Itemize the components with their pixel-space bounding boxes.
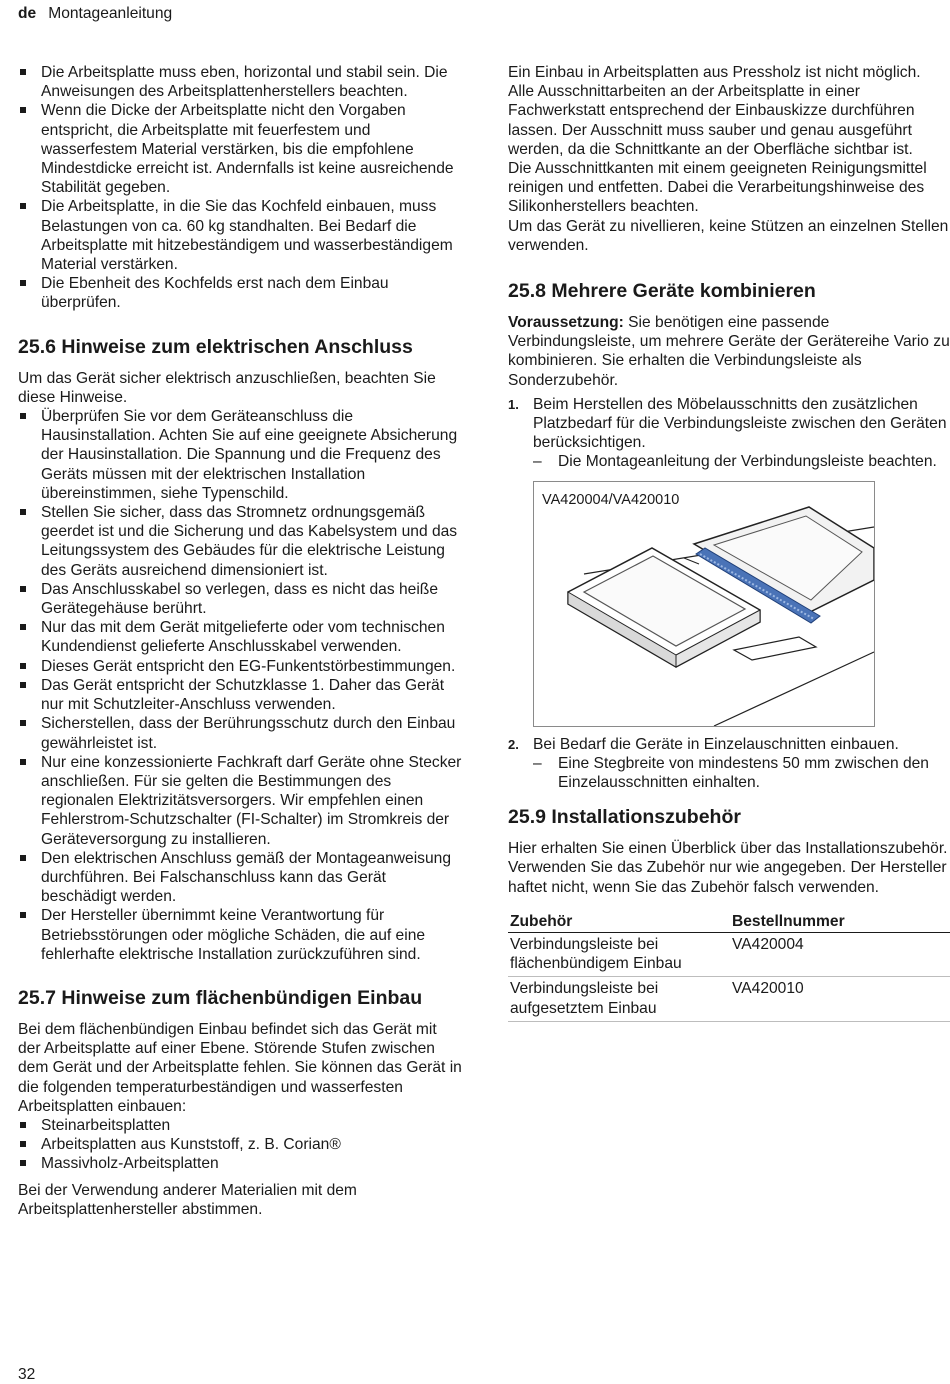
list-item: Überprüfen Sie vor dem Geräteanschluss die Hausinstallation. Achten Sie auf eine geeignete Absicherung der Hausinstallation. Die Spannung und die Frequenz des Geräts müssen mit der elektrischen Installation übereinstimmen, siehe Typenschild. — [18, 407, 463, 503]
table-header-row — [508, 911, 950, 933]
section-heading-electrical: 25.6 Hinweise zum elektrischen Anschluss — [18, 335, 413, 358]
section-outro: Bei der Verwendung anderer Materialien mit dem Arbeitsplattenhersteller abstimmen. — [18, 1181, 357, 1218]
step-1 — [508, 395, 950, 453]
figure-label: VA420004/VA420010 — [542, 491, 680, 508]
list-item: Den elektrischen Anschluss gemäß der Montageanweisung durchführen. Bei Falschanschluss kann das Gerät beschädigt werden. — [18, 849, 463, 907]
dash: – — [533, 754, 542, 772]
right-column — [508, 63, 950, 1022]
paragraph: Alle Ausschnittarbeiten an der Arbeitsplatte in einer Fachwerkstatt entsprechend der Einbauskizze durchführen lassen. Der Ausschnitt muss sauber und genau ausgeführt werden, da die Schnittkante an der Oberfläche sichtbar ist. — [508, 83, 915, 158]
table-cell: VA420010 — [730, 977, 950, 1021]
page-number: 32 — [18, 1366, 36, 1383]
countertop-requirements-list — [18, 63, 463, 313]
table-row — [508, 933, 950, 977]
electrical-notes-list — [18, 407, 463, 964]
list-item: Steinarbeitsplatten — [18, 1116, 463, 1135]
step-number: 1. — [508, 396, 519, 412]
paragraph: Verwenden Sie das Zubehör nur wie angegeben. Der Hersteller haftet nicht, wenn Sie das Zubehör falsch verwenden. — [508, 859, 947, 896]
prerequisite-text: Sie benötigen eine passende Verbindungsleiste, um mehrere Geräte der Gerätereihe Vario zu kombinieren. Sie erhalten die Verbindungsleiste als Sonderzubehör. — [508, 314, 950, 389]
table-cell: Verbindungsleiste bei aufgesetztem Einbau — [508, 977, 730, 1021]
section-intro: Bei dem flächenbündigen Einbau befindet sich das Gerät mit der Arbeitsplatte auf einer Ebene. Störende Stufen zwischen dem Gerät und der Arbeitsplatte fehlen. Sie können das Gerät in die folgenden temperaturbeständigen und wasserfesten Arbeitsplatten einbauen: — [18, 1020, 462, 1115]
cooktops-illustration — [534, 482, 874, 726]
list-item: Arbeitsplatten aus Kunststoff, z. B. Corian® — [18, 1135, 463, 1154]
list-item: Nur eine konzessionierte Fachkraft darf Geräte ohne Stecker anschließen. Für sie gelten die Bestimmungen des regionalen Elektrizitätsversorgers. Wir empfehlen einen Fehlerstrom-Schutzschalter (FI-Schalter) im Stromkreis der Geräteversorgung zu installieren. — [18, 753, 463, 849]
table-cell: Verbindungsleiste bei flächenbündigem Einbau — [508, 933, 730, 977]
list-item: Massivholz-Arbeitsplatten — [18, 1154, 463, 1173]
list-item: Das Gerät entspricht der Schutzklasse 1. Daher das Gerät nur mit Schutzleiter-Anschluss verwenden. — [18, 676, 463, 714]
column-header-accessory: Zubehör — [508, 911, 730, 933]
countertop-cutout — [734, 637, 816, 660]
accessories-table — [508, 911, 950, 1022]
paragraph: Um das Gerät zu nivellieren, keine Stützen an einzelnen Stellen verwenden. — [508, 217, 949, 254]
list-item: Das Anschlusskabel so verlegen, dass es nicht das heiße Gerätegehäuse berührt. — [18, 580, 463, 618]
prerequisite-label: Voraussetzung: — [508, 314, 624, 332]
step-text: Beim Herstellen des Möbelausschnitts den zusätzlichen Platzbedarf für die Verbindungsleiste zwischen den Geräten berücksichtigen. — [533, 395, 947, 452]
section-heading-combine-devices: 25.8 Mehrere Geräte kombinieren — [508, 280, 816, 303]
substep-text: Die Montageanleitung der Verbindungsleiste beachten. — [558, 453, 937, 471]
cutout-edge — [684, 558, 699, 564]
paragraph: Ein Einbau in Arbeitsplatten aus Pressholz ist nicht möglich. — [508, 64, 921, 81]
connection-strip-illustration — [533, 481, 875, 727]
step-2 — [508, 735, 950, 754]
language-code: de — [18, 5, 37, 22]
list-item: Dieses Gerät entspricht den EG-Funkentstörbestimmungen. — [18, 657, 463, 676]
countertop-front-edge — [714, 652, 874, 726]
list-item: Die Arbeitsplatte, in die Sie das Kochfeld einbauen, muss Belastungen von ca. 60 kg standhalten. Bei Bedarf die Arbeitsplatte mit hitzebeständigem und wasserbeständigem Material verstärken. — [18, 197, 463, 274]
list-item: Wenn die Dicke der Arbeitsplatte nicht den Vorgaben entspricht, die Arbeitsplatte mit feuerfestem und wasserfestem Material verstärken, bis die empfohlene Mindestdicke erreicht ist. Andernfalls ist keine ausreichende Stabilität gegeben. — [18, 101, 463, 197]
step-2-substep — [508, 754, 950, 792]
column-header-order-number: Bestellnummer — [730, 911, 950, 933]
list-item: Die Arbeitsplatte muss eben, horizontal und stabil sein. Die Anweisungen des Arbeitsplattenherstellers beachten. — [18, 63, 463, 101]
page-header — [18, 4, 172, 23]
section-heading-flush-installation: 25.7 Hinweise zum flächenbündigen Einbau — [18, 986, 423, 1009]
step-text: Bei Bedarf die Geräte in Einzelauschnitten einbauen. — [533, 735, 899, 753]
step-1-substep — [508, 452, 950, 471]
table-row — [508, 977, 950, 1021]
list-item: Nur das mit dem Gerät mitgelieferte oder vom technischen Kundendienst gelieferte Anschlusskabel verwenden. — [18, 618, 463, 656]
prerequisite — [508, 313, 950, 390]
paragraph: Hier erhalten Sie einen Überblick über das Installationszubehör. — [508, 840, 948, 858]
paragraph: Die Ausschnittkanten mit einem geeigneten Reinigungsmittel reinigen und entfetten. Dabei die Verarbeitungshinweise des Silikonherstellers beachten. — [508, 160, 927, 216]
list-item: Der Hersteller übernimmt keine Verantwortung für Betriebsstörungen oder mögliche Schäden, die auf eine fehlerhafte elektrische Installation zurückzuführen sind. — [18, 906, 463, 964]
table-cell: VA420004 — [730, 933, 950, 977]
dash: – — [533, 453, 542, 471]
document-title: Montageanleitung — [48, 5, 173, 22]
left-column — [18, 63, 463, 1219]
list-item: Sicherstellen, dass der Berührungsschutz durch den Einbau gewährleistet ist. — [18, 714, 463, 752]
section-intro: Um das Gerät sicher elektrisch anzuschließen, beachten Sie diese Hinweise. — [18, 369, 436, 406]
list-item: Die Ebenheit des Kochfelds erst nach dem Einbau überprüfen. — [18, 274, 463, 312]
step-number: 2. — [508, 736, 519, 752]
countertop-materials-list — [18, 1116, 463, 1174]
list-item: Stellen Sie sicher, dass das Stromnetz ordnungsgemäß geerdet ist und die Sicherung und das Kabelsystem und das Leitungssystem des Gebäudes für die elektrische Leistung des Geräts ausreichend dimensioniert ist. — [18, 503, 463, 580]
section-heading-installation-accessories: 25.9 Installationszubehör — [508, 806, 741, 829]
substep-text: Eine Stegbreite von mindestens 50 mm zwischen den Einzelausschnitten einhalten. — [558, 754, 929, 792]
